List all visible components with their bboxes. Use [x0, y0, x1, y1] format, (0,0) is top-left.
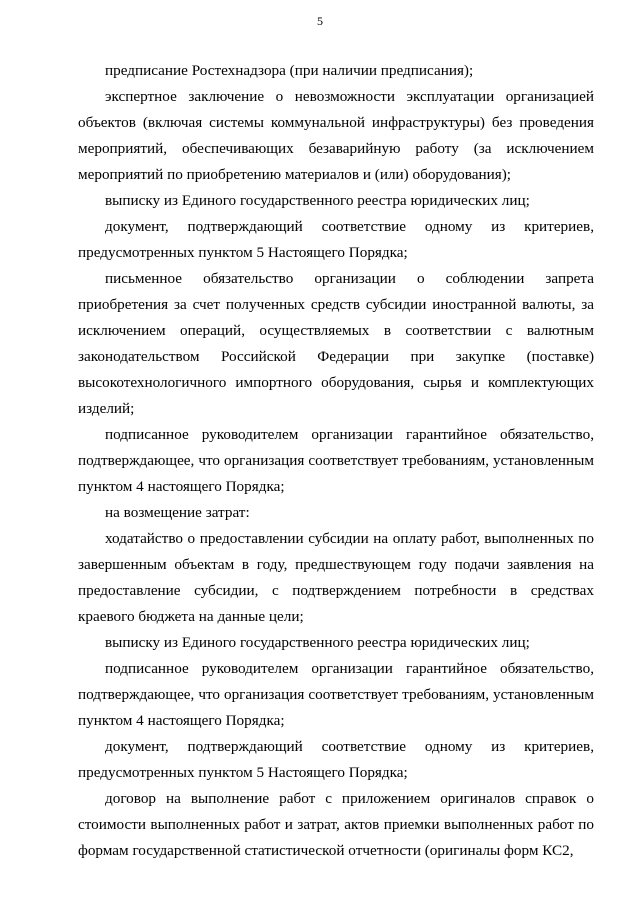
page-number: 5 [317, 14, 323, 28]
paragraph: письменное обязательство организации о соблюдении запрета приобретения за счет полученных средств субсидии иностранной валюты, за исключением операций, осуществляемых в соответствии с валютным законодательством Российской Федерации при закупке (поставке) высокотехнологичного импортного оборудования, сырья и комплектующих изделий; [78, 270, 594, 417]
document-body [78, 58, 594, 864]
paragraph: ходатайство о предоставлении субсидии на оплату работ, выполненных по завершенным объектам в году, предшествующем году подачи заявления на предоставление субсидии, с подтверждением потребности в средствах краевого бюджета на данные цели; [78, 530, 594, 625]
paragraph: документ, подтверждающий соответствие одному из критериев, предусмотренных пунктом 5 Настоящего Порядка; [78, 218, 594, 261]
paragraph: подписанное руководителем организации гарантийное обязательство, подтверждающее, что организация соответствует требованиям, установленным пунктом 4 настоящего Порядка; [78, 426, 594, 495]
paragraph: документ, подтверждающий соответствие одному из критериев, предусмотренных пунктом 5 Настоящего Порядка; [78, 738, 594, 781]
paragraph: выписку из Единого государственного реестра юридических лиц; [105, 192, 530, 209]
paragraph: подписанное руководителем организации гарантийное обязательство, подтверждающее, что организация соответствует требованиям, установленным пунктом 4 настоящего Порядка; [78, 660, 594, 729]
paragraph: выписку из Единого государственного реестра юридических лиц; [105, 634, 530, 651]
paragraph: на возмещение затрат: [105, 504, 250, 521]
paragraph: предписание Ростехнадзора (при наличии предписания); [105, 62, 474, 79]
paragraph: договор на выполнение работ с приложением оригиналов справок о стоимости выполненных работ и затрат, актов приемки выполненных работ по формам государственной статистической отчетности (оригиналы форм КС2, [78, 790, 594, 859]
paragraph: экспертное заключение о невозможности эксплуатации организацией объектов (включая системы коммунальной инфраструктуры) без проведения мероприятий, обеспечивающих безаварийную работу (за исключением мероприятий по приобретению материалов и (или) оборудования); [78, 88, 594, 183]
